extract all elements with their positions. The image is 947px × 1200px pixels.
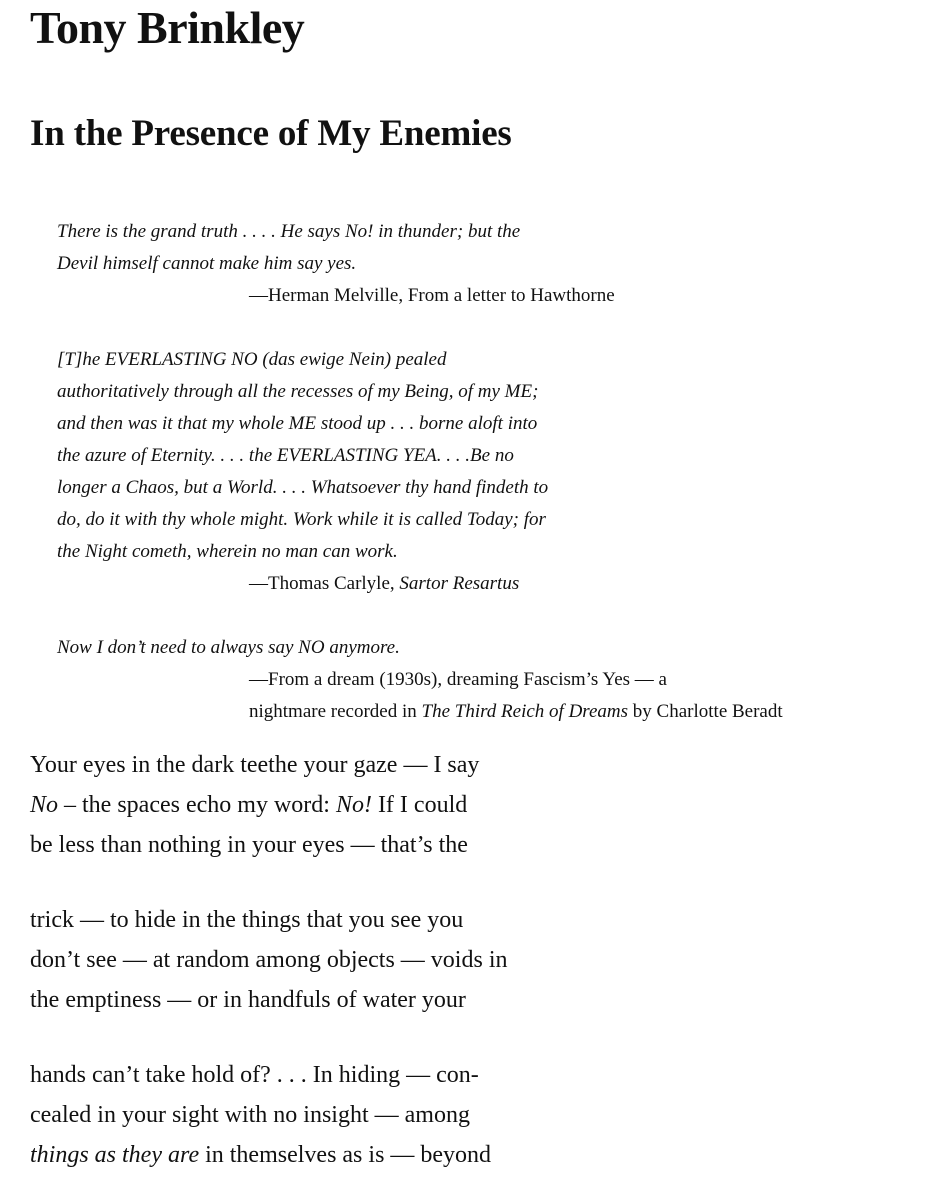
text-run: the emptiness — or in handfuls of water your <box>30 987 466 1013</box>
text-run: —Herman Melville, From a letter to Hawthorne <box>249 285 615 306</box>
text-run: —From a dream (1930s), dreaming Fascism’s Yes — a <box>249 669 667 690</box>
epigraph-attribution <box>249 568 877 600</box>
epigraphs-section <box>57 216 877 728</box>
verse-line <box>30 1055 947 1095</box>
epigraph <box>57 632 877 728</box>
verse-line <box>30 940 947 980</box>
stanza <box>30 900 947 1020</box>
italic-text: No <box>30 792 59 818</box>
stanza <box>30 745 947 865</box>
text-run: If I could <box>371 792 468 818</box>
epigraph-line: the azure of Eternity. . . . the EVERLASTING YEA. . . .Be no <box>57 445 514 466</box>
text-run: – the spaces echo my word: <box>58 792 336 818</box>
epigraph <box>57 344 877 600</box>
epigraph-line: the Night cometh, wherein no man can work. <box>57 541 398 562</box>
author-name: Tony Brinkley <box>30 2 305 53</box>
epigraph-line: do, do it with thy whole might. Work while it is called Today; for <box>57 509 546 530</box>
verse-line <box>30 1095 947 1135</box>
italic-text: Sartor Resartus <box>399 573 520 594</box>
text-run: be less than nothing in your eyes — that’s the <box>30 832 468 858</box>
epigraph-line: and then was it that my whole ME stood up . . . borne aloft into <box>57 413 538 434</box>
verse-line <box>30 980 947 1020</box>
epigraph-line: Devil himself cannot make him say yes. <box>57 253 357 274</box>
text-run: in themselves as is — beyond <box>199 1142 492 1168</box>
poem-body <box>30 745 947 1175</box>
text-run: —Thomas Carlyle, <box>249 573 400 594</box>
poem-title: In the Presence of My Enemies <box>30 113 512 154</box>
epigraph-line: [T]he EVERLASTING NO (das ewige Nein) pealed <box>57 349 447 370</box>
text-run: don’t see — at random among objects — voids in <box>30 947 508 973</box>
epigraph-attribution <box>249 696 877 728</box>
verse-line <box>30 900 947 940</box>
verse-line <box>30 825 947 865</box>
epigraph-line: longer a Chaos, but a World. . . . Whatsoever thy hand findeth to <box>57 477 549 498</box>
italic-text: The Third Reich of Dreams <box>421 701 629 722</box>
italic-text: No! <box>335 792 372 818</box>
epigraph-line: Now I don’t need to always say NO anymore. <box>57 637 400 658</box>
epigraph-attribution <box>249 664 877 696</box>
text-run: trick — to hide in the things that you see you <box>30 907 464 933</box>
epigraph-line: There is the grand truth . . . . He says No! in thunder; but the <box>57 221 521 242</box>
text-run: nightmare recorded in <box>249 701 422 722</box>
text-run: by Charlotte Beradt <box>628 701 783 722</box>
italic-text: things as they are <box>30 1142 200 1168</box>
text-run: Your eyes in the dark teethe your gaze — I say <box>30 752 480 778</box>
text-run: hands can’t take hold of? . . . In hiding — con- <box>30 1062 479 1088</box>
verse-line <box>30 1135 947 1175</box>
text-run: cealed in your sight with no insight — among <box>30 1102 470 1128</box>
epigraph <box>57 216 877 312</box>
verse-line <box>30 785 947 825</box>
epigraph-line: authoritatively through all the recesses of my Being, of my ME; <box>57 381 539 402</box>
stanza <box>30 1055 947 1175</box>
verse-line <box>30 745 947 785</box>
epigraph-attribution <box>249 280 877 312</box>
